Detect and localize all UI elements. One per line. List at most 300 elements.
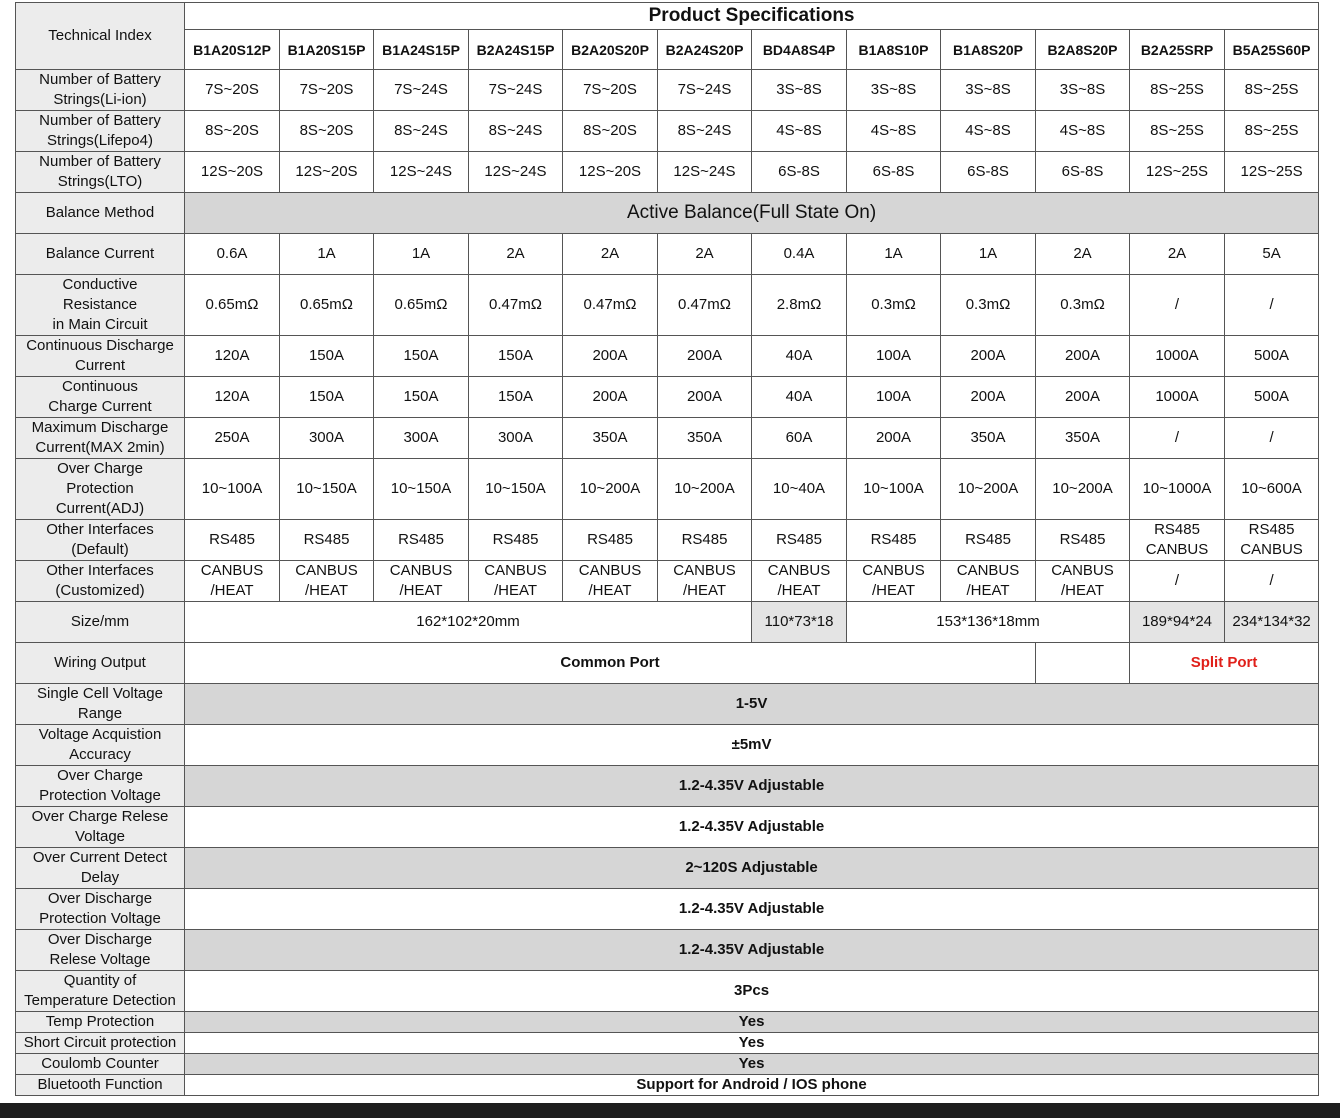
cell-text: 8S~20S xyxy=(205,122,259,139)
cell-text: B2A24S20P xyxy=(665,41,744,58)
row-label xyxy=(16,70,185,111)
row-label xyxy=(16,336,185,377)
value-cell xyxy=(1130,152,1225,193)
value-cell xyxy=(1036,520,1130,561)
cell-text: RS485 xyxy=(492,531,539,548)
value-cell xyxy=(1225,418,1319,459)
value-cell xyxy=(185,275,280,336)
cell-text: 200A xyxy=(970,347,1006,364)
row-label xyxy=(16,152,185,193)
cell-text: 1000A xyxy=(1155,388,1199,405)
value-cell xyxy=(752,459,847,520)
value-cell xyxy=(563,152,658,193)
table-row xyxy=(16,234,1319,275)
empty-cell xyxy=(1036,643,1130,684)
value-cell xyxy=(1225,336,1319,377)
value-cell xyxy=(847,111,941,152)
cell-text: 120A xyxy=(214,347,250,364)
cell-text: 10~150A xyxy=(485,480,546,497)
cell-text: Active Balance(Full State On) xyxy=(626,202,877,223)
value-cell xyxy=(1225,520,1319,561)
cell-text: /HEAT xyxy=(493,582,538,599)
merged-value xyxy=(185,971,1319,1012)
cell-text: CANBUS xyxy=(673,562,736,579)
cell-text: CANBUS xyxy=(1145,541,1209,558)
cell-text: 7S~20S xyxy=(205,81,259,98)
value-cell xyxy=(185,520,280,561)
value-cell xyxy=(280,377,374,418)
cell-text: Over Discharge xyxy=(47,931,153,948)
cell-text: 1A xyxy=(317,245,336,262)
cell-text: 0.3mΩ xyxy=(871,296,916,313)
cell-text: RS485 xyxy=(1248,521,1295,538)
cell-text: 0.3mΩ xyxy=(1060,296,1105,313)
cell-text: /HEAT xyxy=(682,582,727,599)
cell-text: B1A20S12P xyxy=(193,41,271,58)
cell-text: /HEAT xyxy=(399,582,443,599)
table-row xyxy=(16,193,1319,234)
cell-text: 2A xyxy=(1073,245,1092,262)
cell-text: Number of Battery xyxy=(39,71,161,88)
cell-text: B2A24S15P xyxy=(476,41,555,58)
cell-text: 4S~8S xyxy=(1059,122,1106,139)
value-cell xyxy=(563,234,658,275)
cell-text: 350A xyxy=(592,429,628,446)
table-row xyxy=(16,275,1319,336)
cell-text: 120A xyxy=(214,388,250,405)
value-cell xyxy=(847,561,941,602)
cell-text: (Customized) xyxy=(55,582,145,599)
cell-text: 7S~24S xyxy=(488,81,543,98)
cell-text: 7S~24S xyxy=(677,81,732,98)
value-cell xyxy=(1036,152,1130,193)
value-cell xyxy=(280,234,374,275)
cell-text: /HEAT xyxy=(588,582,632,599)
value-cell xyxy=(1036,377,1130,418)
value-cell xyxy=(185,70,280,111)
row-label xyxy=(16,766,185,807)
merged-value xyxy=(185,930,1319,971)
cell-text: Voltage Acquistion xyxy=(38,726,162,743)
cell-text: Other Interfaces xyxy=(46,562,154,579)
value-cell xyxy=(1130,418,1225,459)
cell-text: 3Pcs xyxy=(734,982,770,999)
cell-text: Protection xyxy=(66,480,134,497)
cell-text: 10~40A xyxy=(772,480,826,497)
cell-text: 150A xyxy=(497,347,534,364)
row-label xyxy=(16,602,185,643)
cell-text: 200A xyxy=(1064,388,1101,405)
row-label xyxy=(16,643,185,684)
cell-text: B1A8S20P xyxy=(952,41,1024,58)
row-label xyxy=(16,111,185,152)
value-cell xyxy=(1130,234,1225,275)
cell-text: 6S-8S xyxy=(778,163,820,180)
cell-text: 200A xyxy=(1064,347,1101,364)
cell-text: /HEAT xyxy=(966,582,1010,599)
cell-text: 234*134*32 xyxy=(1232,613,1311,630)
cell-text: 6S-8S xyxy=(872,163,915,180)
cell-text: Temp Protection xyxy=(45,1013,155,1030)
cell-text: 0.47mΩ xyxy=(583,296,637,313)
cell-text: B2A25SRP xyxy=(1140,41,1214,58)
cell-text: / xyxy=(1269,296,1274,313)
value-cell xyxy=(1225,459,1319,520)
value-cell xyxy=(847,70,941,111)
value-cell xyxy=(280,152,374,193)
table-row xyxy=(16,643,1319,684)
value-cell xyxy=(941,520,1036,561)
row-label xyxy=(16,1012,185,1033)
value-cell xyxy=(847,336,941,377)
cell-text: RS485 xyxy=(303,531,350,548)
value-cell xyxy=(185,561,280,602)
cell-text: Other Interfaces xyxy=(46,521,154,538)
cell-text: B1A24S15P xyxy=(382,41,460,58)
cell-text: Strings(Li-ion) xyxy=(53,91,147,108)
value-cell xyxy=(941,418,1036,459)
value-cell xyxy=(280,520,374,561)
cell-text: CANBUS xyxy=(200,562,264,579)
cell-text: Maximum Discharge xyxy=(31,419,169,436)
cell-text: Over Current Detect xyxy=(32,849,168,866)
model-header xyxy=(941,30,1036,70)
table-row xyxy=(16,152,1319,193)
cell-text: (Default) xyxy=(71,541,129,558)
value-cell xyxy=(563,275,658,336)
size-value xyxy=(847,602,1130,643)
model-header xyxy=(563,30,658,70)
cell-text: Current(ADJ) xyxy=(55,500,145,517)
cell-text: 200A xyxy=(686,388,723,405)
model-header xyxy=(1036,30,1130,70)
value-cell xyxy=(563,418,658,459)
cell-text: Common Port xyxy=(560,654,660,671)
cell-text: 150A xyxy=(403,347,439,364)
value-cell xyxy=(1036,234,1130,275)
value-cell xyxy=(658,234,752,275)
value-cell xyxy=(1130,111,1225,152)
cell-text: 4S~8S xyxy=(870,122,917,139)
cell-text: B1A20S15P xyxy=(287,41,366,58)
cell-text: 8S~24S xyxy=(488,122,543,139)
row-label xyxy=(16,1033,185,1054)
value-cell xyxy=(752,111,847,152)
cell-text: /HEAT xyxy=(777,582,821,599)
value-cell xyxy=(658,418,752,459)
cell-text: 10~100A xyxy=(863,480,924,497)
value-cell xyxy=(374,152,469,193)
cell-text: Yes xyxy=(738,1034,765,1051)
cell-text: 200A xyxy=(686,347,723,364)
value-cell xyxy=(280,418,374,459)
cell-text: 10~1000A xyxy=(1142,480,1212,497)
table-row xyxy=(16,418,1319,459)
cell-text: 8S~25S xyxy=(1150,81,1204,98)
cell-text: Number of Battery xyxy=(39,153,161,170)
bottom-bar xyxy=(0,1103,1340,1118)
table-row xyxy=(16,377,1319,418)
value-cell xyxy=(1130,520,1225,561)
row-label xyxy=(16,520,185,561)
cell-text: 150A xyxy=(308,388,345,405)
size-value xyxy=(752,602,847,643)
cell-text: Number of Battery xyxy=(39,112,161,129)
row-label xyxy=(16,684,185,725)
cell-text: 10~150A xyxy=(296,480,357,497)
cell-text: 350A xyxy=(970,429,1006,446)
model-header xyxy=(1225,30,1319,70)
model-header xyxy=(280,30,374,70)
cell-text: 2A xyxy=(695,245,714,262)
cell-text: RS485 xyxy=(870,531,917,548)
merged-value xyxy=(185,889,1319,930)
value-cell xyxy=(1036,275,1130,336)
cell-text: Single Cell Voltage xyxy=(37,685,163,702)
value-cell xyxy=(658,70,752,111)
value-cell xyxy=(941,152,1036,193)
value-cell xyxy=(941,377,1036,418)
value-cell xyxy=(563,336,658,377)
cell-text: 100A xyxy=(875,388,912,405)
row-label xyxy=(16,1054,185,1075)
cell-text: /HEAT xyxy=(304,582,349,599)
value-cell xyxy=(185,377,280,418)
cell-text: 150A xyxy=(497,388,534,405)
value-cell xyxy=(847,377,941,418)
row-label xyxy=(16,459,185,520)
value-cell xyxy=(469,111,563,152)
cell-text: Support for Android / IOS phone xyxy=(636,1076,867,1093)
cell-text: RS485 xyxy=(681,531,728,548)
cell-text: 2A xyxy=(600,245,620,262)
cell-text: 8S~24S xyxy=(677,122,732,139)
cell-text: Continuous Discharge xyxy=(26,337,174,354)
cell-text: 1A xyxy=(411,245,431,262)
cell-text: 3S~8S xyxy=(776,81,822,98)
row-label xyxy=(16,377,185,418)
value-cell xyxy=(1130,336,1225,377)
cell-text: 40A xyxy=(785,388,813,405)
table-row xyxy=(16,889,1319,930)
table-row xyxy=(16,971,1319,1012)
cell-text: 0.65mΩ xyxy=(205,296,259,313)
cell-text: 300A xyxy=(308,429,345,446)
cell-text: Temperature Detection xyxy=(24,992,176,1009)
value-cell xyxy=(752,520,847,561)
cell-text: 1-5V xyxy=(735,695,768,712)
cell-text: 12S~24S xyxy=(673,163,736,180)
merged-value xyxy=(185,1033,1319,1054)
table-row xyxy=(16,684,1319,725)
cell-text: 500A xyxy=(1254,347,1290,364)
value-cell xyxy=(374,377,469,418)
value-cell xyxy=(469,275,563,336)
merged-value xyxy=(185,766,1319,807)
value-cell xyxy=(941,70,1036,111)
cell-text: 7S~24S xyxy=(394,81,448,98)
cell-text: 150A xyxy=(308,347,345,364)
value-cell xyxy=(1225,561,1319,602)
value-cell xyxy=(469,377,563,418)
value-cell xyxy=(847,234,941,275)
row-label xyxy=(16,193,185,234)
value-cell xyxy=(658,459,752,520)
value-cell xyxy=(941,561,1036,602)
value-cell xyxy=(280,459,374,520)
cell-text: Charge Current xyxy=(48,398,152,415)
value-cell xyxy=(658,111,752,152)
cell-text: Protection Voltage xyxy=(39,787,161,804)
value-cell xyxy=(280,70,374,111)
value-cell xyxy=(374,561,469,602)
cell-text: / xyxy=(1174,429,1180,446)
cell-text: 8S~20S xyxy=(299,122,354,139)
value-cell xyxy=(280,561,374,602)
table-row xyxy=(16,1054,1319,1075)
cell-text: Over Discharge xyxy=(47,890,153,907)
cell-text: 2~120S Adjustable xyxy=(685,859,818,876)
cell-text: 1.2-4.35V Adjustable xyxy=(678,818,825,835)
value-cell xyxy=(658,275,752,336)
value-cell xyxy=(658,377,752,418)
cell-text: 8S~24S xyxy=(394,122,448,139)
cell-text: 2A xyxy=(1167,245,1187,262)
model-header xyxy=(658,30,752,70)
cell-text: 1000A xyxy=(1155,347,1199,364)
value-cell xyxy=(658,152,752,193)
row-label xyxy=(16,848,185,889)
value-cell xyxy=(752,336,847,377)
value-cell xyxy=(1130,70,1225,111)
cell-text: Over Charge Relese xyxy=(31,808,169,825)
cell-text: 100A xyxy=(875,347,912,364)
cell-text: 350A xyxy=(1064,429,1101,446)
value-cell xyxy=(1225,111,1319,152)
cell-text: B2A8S20P xyxy=(1047,41,1118,58)
cell-text: 3S~8S xyxy=(1059,81,1106,98)
value-cell xyxy=(752,377,847,418)
cell-text: ±5mV xyxy=(731,736,772,753)
cell-text: Over Charge xyxy=(57,767,143,784)
cell-text: Strings(LTO) xyxy=(57,173,143,190)
cell-text: 8S~25S xyxy=(1150,122,1204,139)
value-cell xyxy=(563,111,658,152)
cell-text: CANBUS xyxy=(484,562,547,579)
cell-text: /HEAT xyxy=(871,582,916,599)
value-cell xyxy=(941,336,1036,377)
cell-text: 12S~20S xyxy=(578,163,642,180)
value-cell xyxy=(563,70,658,111)
cell-text: Size/mm xyxy=(70,613,130,630)
cell-text: / xyxy=(1174,296,1180,313)
cell-text: Wiring Output xyxy=(54,654,146,671)
model-header xyxy=(374,30,469,70)
value-cell xyxy=(658,520,752,561)
cell-text: Quantity of xyxy=(63,972,137,989)
cell-text: 60A xyxy=(785,429,813,446)
cell-text: Short Circuit protection xyxy=(23,1034,177,1051)
cell-text: 200A xyxy=(970,388,1006,405)
value-cell xyxy=(941,275,1036,336)
header-label xyxy=(16,3,185,70)
size-value xyxy=(1130,602,1225,643)
value-cell xyxy=(847,520,941,561)
cell-text: 6S-8S xyxy=(1061,163,1104,180)
cell-text: 350A xyxy=(686,429,723,446)
cell-text: 8S~20S xyxy=(583,122,637,139)
cell-text: / xyxy=(1174,572,1180,589)
value-cell xyxy=(658,336,752,377)
cell-text: 150A xyxy=(403,388,439,405)
cell-text: 12S~20S xyxy=(295,163,358,180)
cell-text: CANBUS xyxy=(1240,541,1303,558)
value-cell xyxy=(185,111,280,152)
cell-text: 12S~24S xyxy=(389,163,453,180)
value-cell xyxy=(1130,275,1225,336)
value-cell xyxy=(563,520,658,561)
value-cell xyxy=(469,336,563,377)
cell-text: 3S~8S xyxy=(965,81,1011,98)
value-cell xyxy=(374,418,469,459)
cell-text: 10~150A xyxy=(390,480,452,497)
value-cell xyxy=(752,70,847,111)
cell-text: 10~200A xyxy=(1052,480,1113,497)
table-row xyxy=(16,766,1319,807)
value-cell xyxy=(1036,561,1130,602)
cell-text: Relese Voltage xyxy=(49,951,151,968)
cell-text: CANBUS xyxy=(389,562,453,579)
cell-text: 7S~20S xyxy=(299,81,354,98)
table-row xyxy=(16,459,1319,520)
cell-text: 153*136*18mm xyxy=(936,613,1040,630)
value-cell xyxy=(185,459,280,520)
value-cell xyxy=(280,275,374,336)
table-row xyxy=(16,70,1319,111)
cell-text: Current(MAX 2min) xyxy=(35,439,165,456)
cell-text: 10~200A xyxy=(957,480,1019,497)
row-label xyxy=(16,807,185,848)
cell-text: 500A xyxy=(1254,388,1290,405)
table-row xyxy=(16,561,1319,602)
cell-text: Accuracy xyxy=(69,746,131,763)
cell-text: 189*94*24 xyxy=(1141,613,1213,630)
cell-text: Delay xyxy=(80,869,120,886)
cell-text: Resistance xyxy=(62,296,138,313)
cell-text: CANBUS xyxy=(578,562,642,579)
cell-text: Bluetooth Function xyxy=(37,1076,163,1093)
cell-text: 40A xyxy=(785,347,813,364)
cell-text: 12S~25S xyxy=(1145,163,1209,180)
table-row xyxy=(16,1075,1319,1096)
cell-text: 200A xyxy=(592,388,628,405)
cell-text: 10~200A xyxy=(579,480,641,497)
cell-text: 4S~8S xyxy=(776,122,822,139)
value-cell xyxy=(847,418,941,459)
value-cell xyxy=(1225,152,1319,193)
cell-text: 0.4A xyxy=(783,245,815,262)
merged-value xyxy=(185,684,1319,725)
row-label xyxy=(16,275,185,336)
value-cell xyxy=(374,70,469,111)
value-cell xyxy=(185,152,280,193)
table-row xyxy=(16,602,1319,643)
value-cell xyxy=(752,234,847,275)
value-cell xyxy=(469,459,563,520)
value-cell xyxy=(185,234,280,275)
cell-text: / xyxy=(1269,572,1274,589)
cell-text: RS485 xyxy=(1154,521,1200,538)
